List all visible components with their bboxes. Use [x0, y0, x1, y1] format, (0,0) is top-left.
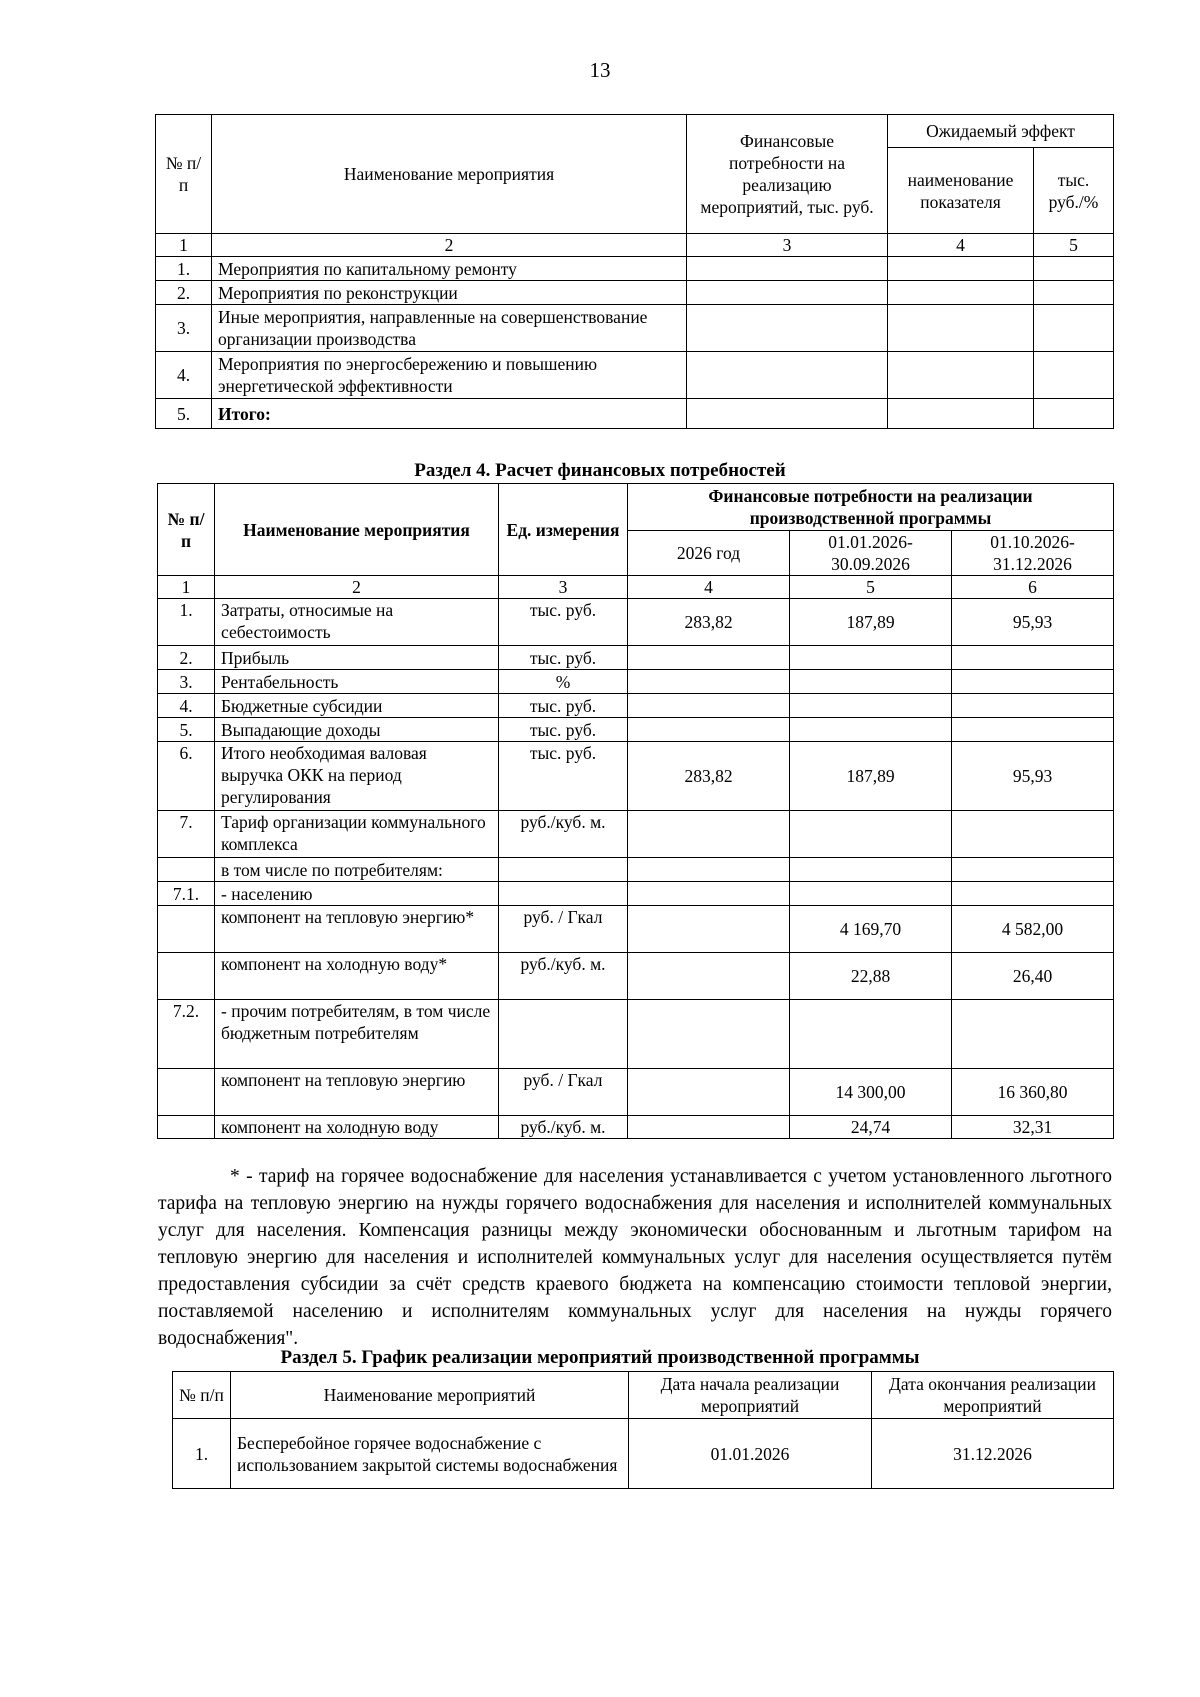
- row-name: в том числе по потребителям:: [215, 858, 499, 882]
- row-num: [158, 1069, 215, 1116]
- row-unit: руб. / Гкал: [499, 906, 628, 953]
- table-row: [158, 882, 1114, 906]
- col-number: 3: [687, 234, 888, 257]
- row-num: 7.1.: [158, 882, 215, 906]
- row-value: 26,40: [952, 953, 1114, 1000]
- section4-title: Раздел 4. Расчет финансовых потребностей: [414, 460, 786, 481]
- row-num: [158, 858, 215, 882]
- table-row: [158, 646, 1114, 670]
- row-num: 6.: [158, 742, 215, 811]
- header-name: Наименование мероприятий: [231, 1372, 629, 1419]
- row-unit: тыс. руб.: [499, 718, 628, 742]
- row-value: [790, 882, 952, 906]
- header-num: № п/п: [158, 484, 215, 576]
- row-value: [790, 694, 952, 718]
- row-value: [790, 646, 952, 670]
- row-unit: %: [499, 670, 628, 694]
- row-value: [628, 718, 790, 742]
- row-value: [952, 858, 1114, 882]
- row-value: 32,31: [952, 1116, 1114, 1139]
- row-value: [628, 906, 790, 953]
- col-number: 6: [952, 576, 1114, 599]
- table-row: [156, 305, 1114, 352]
- row-unit: руб./куб. м.: [499, 1116, 628, 1139]
- row-name: Затраты, относимые на себестоимость: [215, 599, 499, 646]
- col-number: 2: [212, 234, 687, 257]
- table-row: [158, 906, 1114, 953]
- table-row: [156, 257, 1114, 281]
- row-value: 22,88: [790, 953, 952, 1000]
- header-period: 01.01.2026-30.09.2026: [790, 531, 952, 576]
- footnote: * - тариф на горячее водоснабжение для населения устанавливается с учетом установленного льготного тарифа на тепловую энергию на нужды горячего водоснабжения для населения и исполнителей коммунальных услуг для населения. Компенсация разницы между экономически обоснованным и льготным тарифом на тепловую энергию для населения и исполнителей коммунальных услуг для населения осуществляется путём предоставления субсидии за счёт средств краевого бюджета на компенсацию стоимости тепловой энергии, поставляемой населению и исполнителям коммунальных услуг для населения на нужды горячего водоснабжения".: [158, 1166, 1112, 1349]
- header-end: Дата окончания реализации мероприятий: [872, 1372, 1114, 1419]
- row-value: [952, 694, 1114, 718]
- header-finance: Финансовые потребности на реализации производственной программы: [628, 484, 1114, 531]
- row-value: 283,82: [628, 599, 790, 646]
- row-unit: тыс. руб.: [499, 742, 628, 811]
- col-number: 1: [156, 234, 212, 257]
- table-row: [158, 718, 1114, 742]
- row-name: - прочим потребителям, в том числе бюджетным потребителям: [215, 1000, 499, 1069]
- table-row: [158, 811, 1114, 858]
- header-period: 2026 год: [628, 531, 790, 576]
- row-value: [790, 1000, 952, 1069]
- table-row: [158, 599, 1114, 646]
- row-num: 4.: [158, 694, 215, 718]
- header-unit: Ед. измерения: [499, 484, 628, 576]
- row-num: 1.: [173, 1419, 231, 1489]
- row-value: 14 300,00: [790, 1069, 952, 1116]
- header-num: № п/п: [173, 1372, 231, 1419]
- row-num: 4.: [156, 352, 212, 399]
- row-name: Иные мероприятия, направленные на совершенствование организации производства: [212, 305, 687, 352]
- table-row: [158, 694, 1114, 718]
- row-value: [628, 882, 790, 906]
- page-number: 13: [589, 58, 611, 82]
- row-unit: тыс. руб.: [499, 694, 628, 718]
- row-name: компонент на холодную воду: [215, 1116, 499, 1139]
- row-name: компонент на холодную воду*: [215, 953, 499, 1000]
- row-value: [952, 1000, 1114, 1069]
- row-start: 01.01.2026: [629, 1419, 872, 1489]
- row-unit: [499, 882, 628, 906]
- row-value: [628, 858, 790, 882]
- finance-table: [157, 483, 1114, 1139]
- header-indicator: наименование показателя: [888, 148, 1034, 234]
- row-value: [628, 1000, 790, 1069]
- row-num: 1.: [158, 599, 215, 646]
- activities-table: [155, 114, 1114, 429]
- row-num: [158, 1116, 215, 1139]
- row-value: [628, 694, 790, 718]
- row-name: - населению: [215, 882, 499, 906]
- table-row-total: [156, 399, 1114, 429]
- row-unit: руб. / Гкал: [499, 1069, 628, 1116]
- header-effect: Ожидаемый эффект: [888, 115, 1114, 148]
- row-value: 95,93: [952, 599, 1114, 646]
- row-unit: [499, 1000, 628, 1069]
- table-row: [158, 1069, 1114, 1116]
- table-row: [156, 352, 1114, 399]
- row-value: [952, 718, 1114, 742]
- row-value: [790, 811, 952, 858]
- row-num: 1.: [156, 257, 212, 281]
- col-number: 3: [499, 576, 628, 599]
- row-value: [952, 670, 1114, 694]
- schedule-table: [172, 1371, 1114, 1489]
- header-period: 01.10.2026-31.12.2026: [952, 531, 1114, 576]
- row-value: 4 169,70: [790, 906, 952, 953]
- row-end: 31.12.2026: [872, 1419, 1114, 1489]
- row-num: 7.: [158, 811, 215, 858]
- header-num: № п/п: [156, 115, 212, 234]
- row-name: Итого необходимая валовая выручка ОКК на период регулирования: [215, 742, 499, 811]
- col-number: 5: [790, 576, 952, 599]
- row-num: 7.2.: [158, 1000, 215, 1069]
- row-value: [790, 858, 952, 882]
- col-number: 4: [628, 576, 790, 599]
- row-value: [628, 1069, 790, 1116]
- table-row: [158, 670, 1114, 694]
- table-row: [156, 281, 1114, 305]
- row-unit: [499, 858, 628, 882]
- row-value: [952, 646, 1114, 670]
- row-value: [628, 953, 790, 1000]
- row-name: Рентабельность: [215, 670, 499, 694]
- row-num: 2.: [156, 281, 212, 305]
- row-name: Прибыль: [215, 646, 499, 670]
- row-value: 283,82: [628, 742, 790, 811]
- section5-title: Раздел 5. График реализации мероприятий производственной программы: [280, 1347, 920, 1368]
- row-name: Мероприятия по капитальному ремонту: [212, 257, 687, 281]
- row-value: 187,89: [790, 742, 952, 811]
- row-value: [790, 718, 952, 742]
- col-number: 1: [158, 576, 215, 599]
- header-finance: Финансовые потребности на реализацию мероприятий, тыс. руб.: [687, 115, 888, 234]
- col-number: 4: [888, 234, 1034, 257]
- row-value: 24,74: [790, 1116, 952, 1139]
- row-num: 5.: [158, 718, 215, 742]
- table-row: [158, 1116, 1114, 1139]
- row-value: 187,89: [790, 599, 952, 646]
- row-unit: тыс. руб.: [499, 599, 628, 646]
- header-name: Наименование мероприятия: [212, 115, 687, 234]
- row-name: Тариф организации коммунального комплекса: [215, 811, 499, 858]
- table-row: [158, 858, 1114, 882]
- row-num: 2.: [158, 646, 215, 670]
- row-num: [158, 953, 215, 1000]
- row-value: [628, 811, 790, 858]
- row-name: Итого:: [212, 399, 687, 429]
- row-name: Бесперебойное горячее водоснабжение с использованием закрытой системы водоснабжения: [231, 1419, 629, 1489]
- table-row: [158, 1000, 1114, 1069]
- row-num: [158, 906, 215, 953]
- header-name: Наименование мероприятия: [215, 484, 499, 576]
- row-value: 4 582,00: [952, 906, 1114, 953]
- row-unit: руб./куб. м.: [499, 811, 628, 858]
- header-start: Дата начала реализации мероприятий: [629, 1372, 872, 1419]
- row-value: [790, 670, 952, 694]
- row-value: 95,93: [952, 742, 1114, 811]
- row-num: 5.: [156, 399, 212, 429]
- header-unit: тыс. руб./%: [1034, 148, 1114, 234]
- row-value: [952, 882, 1114, 906]
- row-name: компонент на тепловую энергию*: [215, 906, 499, 953]
- row-value: [628, 646, 790, 670]
- col-number: 5: [1034, 234, 1114, 257]
- row-value: 16 360,80: [952, 1069, 1114, 1116]
- row-name: Мероприятия по реконструкции: [212, 281, 687, 305]
- row-num: 3.: [156, 305, 212, 352]
- row-num: 3.: [158, 670, 215, 694]
- row-unit: руб./куб. м.: [499, 953, 628, 1000]
- row-name: Мероприятия по энергосбережению и повышению энергетической эффективности: [212, 352, 687, 399]
- table-row: [158, 742, 1114, 811]
- table-row: [158, 953, 1114, 1000]
- row-value: [628, 670, 790, 694]
- table-row: [173, 1419, 1114, 1489]
- row-name: Выпадающие доходы: [215, 718, 499, 742]
- row-name: Бюджетные субсидии: [215, 694, 499, 718]
- row-name: компонент на тепловую энергию: [215, 1069, 499, 1116]
- col-number: 2: [215, 576, 499, 599]
- row-value: [628, 1116, 790, 1139]
- row-unit: тыс. руб.: [499, 646, 628, 670]
- row-value: [952, 811, 1114, 858]
